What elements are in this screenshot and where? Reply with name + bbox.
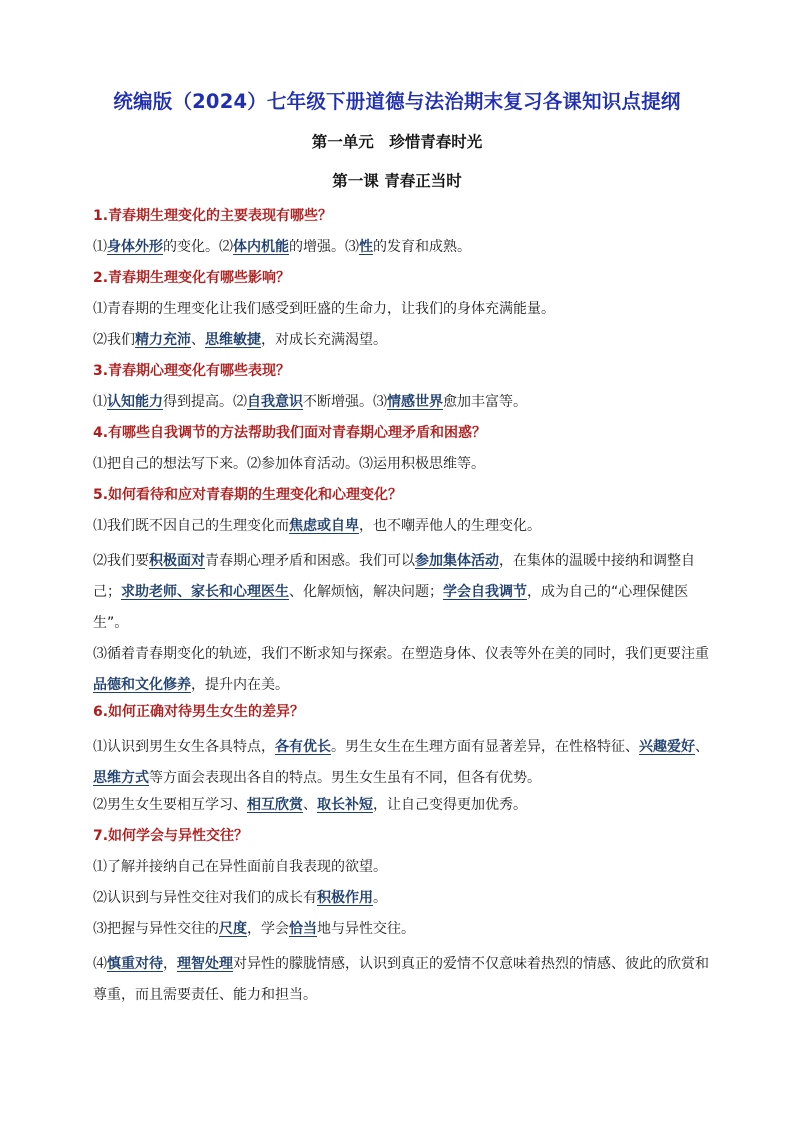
key-term: 兴趣爱好 <box>639 739 695 755</box>
paragraph-text: 、化解烦恼，解决问题； <box>289 584 443 600</box>
paragraph-text: 不断增强。⑶ <box>303 394 387 410</box>
key-term: 参加集体活动 <box>415 553 499 569</box>
paragraph-text: ⑵我们要 <box>93 553 149 569</box>
paragraph-text: 的变化。⑵ <box>163 239 233 255</box>
key-term: 认知能力 <box>107 394 163 410</box>
paragraph-text: ⑴认识到男生女生各具特点， <box>93 739 275 755</box>
paragraph-text: ⑵男生女生要相互学习、 <box>93 797 247 813</box>
answer-paragraph <box>93 515 713 546</box>
key-term: 慎重对待 <box>107 956 163 972</box>
key-term: 积极作用 <box>317 890 373 906</box>
paragraph-text: 对异性的朦胧情感，认识到真正的爱情不仅意味着热烈的情感、彼此的欣赏和尊重，而且需要责任、能力和担当。 <box>93 956 709 1003</box>
paragraph-text: ⑴了解并接纳自己在异性面前自我表现的欲望。 <box>93 859 387 875</box>
answer-paragraph <box>93 887 713 918</box>
answer-paragraph <box>93 732 713 794</box>
paragraph-text: 青春期心理矛盾和困惑。我们可以 <box>205 553 415 569</box>
paragraph-text: ⑵我们 <box>93 332 135 348</box>
key-term: 焦虑或自卑 <box>289 518 359 534</box>
question-heading: 6.如何正确对待男生女生的差异？ <box>93 704 305 720</box>
paragraph-text: ⑴ <box>93 239 107 255</box>
paragraph-text: ⑴把自己的想法写下来。⑵参加体育活动。⑶运用积极思维等。 <box>93 456 485 472</box>
document-title: 统编版（2024）七年级下册道德与法治期末复习各课知识点提纲 <box>113 90 681 113</box>
answer-paragraph <box>93 329 713 360</box>
key-term: 精力充沛 <box>135 332 191 348</box>
paragraph-text: ⑶循着青春期变化的轨迹，我们不断求知与探索。在塑造身体、仪表等外在美的同时，我们更要注重 <box>93 646 709 662</box>
answer-paragraph <box>93 453 713 484</box>
paragraph-text: 等方面会表现出各自的特点。男生女生虽有不同，但各有优势。 <box>149 770 541 786</box>
answer-paragraph <box>93 391 713 422</box>
paragraph-text: ，让自己变得更加优秀。 <box>373 797 527 813</box>
paragraph-text: ，提升内在美。 <box>191 677 289 693</box>
question-heading: 2.青春期生理变化有哪些影响？ <box>93 270 291 286</box>
answer-paragraph <box>93 236 713 267</box>
paragraph-text: ，也不嘲弄他人的生理变化。 <box>359 518 541 534</box>
paragraph-text: ，成为自己的“心理保健医生”。 <box>93 584 689 631</box>
paragraph-text: 地与异性交往。 <box>317 921 415 937</box>
key-term: 求助老师、家长和心理医生 <box>121 584 289 600</box>
paragraph-text: ⑵认识到与异性交往对我们的成长有 <box>93 890 317 906</box>
key-term: 各有优长 <box>275 739 331 755</box>
paragraph-text: ，对成长充满渴望。 <box>261 332 387 348</box>
lesson-heading: 第一课 青春正当时 <box>332 172 462 190</box>
answer-paragraph <box>93 546 713 639</box>
paragraph-text: 愈加丰富等。 <box>443 394 527 410</box>
key-term: 思维方式 <box>93 770 149 786</box>
answer-paragraph <box>93 794 713 825</box>
paragraph-text: 的发育和成熟。 <box>373 239 471 255</box>
key-term: 体内机能 <box>233 239 289 255</box>
question-heading: 7.如何学会与异性交往？ <box>93 828 249 844</box>
question-heading: 3.青春期心理变化有哪些表现？ <box>93 363 291 379</box>
key-term: 情感世界 <box>387 394 443 410</box>
paragraph-text: ，在集体的温暖中接纳和调整自己； <box>93 553 695 600</box>
key-term: 取长补短 <box>317 797 373 813</box>
answer-paragraph <box>93 918 713 949</box>
question-heading: 4.有哪些自我调节的方法帮助我们面对青春期心理矛盾和困惑？ <box>93 425 487 441</box>
paragraph-text: ⑴青春期的生理变化让我们感受到旺盛的生命力，让我们的身体充满能量。 <box>93 301 555 317</box>
key-term: 品德和文化修养 <box>93 677 191 693</box>
paragraph-text: 。 <box>373 890 387 906</box>
paragraph-text: ⑷ <box>93 956 107 972</box>
paragraph-text: 。男生女生在生理方面有显著差异，在性格特征、 <box>331 739 639 755</box>
paragraph-text: 、 <box>695 739 709 755</box>
key-term: 相互欣赏 <box>247 797 303 813</box>
key-term: 理智处理 <box>177 956 233 972</box>
paragraph-text: ， <box>163 956 177 972</box>
unit-heading: 第一单元 珍惜青春时光 <box>311 133 483 151</box>
paragraph-text: ，学会 <box>247 921 289 937</box>
answer-paragraph <box>93 949 713 1011</box>
paragraph-text: ⑴我们既不因自己的生理变化而 <box>93 518 289 534</box>
key-term: 自我意识 <box>247 394 303 410</box>
answer-paragraph <box>93 298 713 329</box>
paragraph-text: 、 <box>191 332 205 348</box>
key-term: 恰当 <box>289 921 317 937</box>
paragraph-text: 的增强。⑶ <box>289 239 359 255</box>
key-term: 性 <box>359 239 373 255</box>
key-term: 思维敏捷 <box>205 332 261 348</box>
key-term: 尺度 <box>219 921 247 937</box>
paragraph-text: 、 <box>303 797 317 813</box>
answer-paragraph <box>93 639 713 701</box>
outline-body <box>93 205 713 1011</box>
key-term: 学会自我调节 <box>443 584 527 600</box>
paragraph-text: ⑶把握与异性交往的 <box>93 921 219 937</box>
paragraph-text: 得到提高。⑵ <box>163 394 247 410</box>
question-heading: 5.如何看待和应对青春期的生理变化和心理变化？ <box>93 487 403 503</box>
answer-paragraph <box>93 856 713 887</box>
question-heading: 1.青春期生理变化的主要表现有哪些？ <box>93 208 333 224</box>
key-term: 身体外形 <box>107 239 163 255</box>
key-term: 积极面对 <box>149 553 205 569</box>
paragraph-text: ⑴ <box>93 394 107 410</box>
